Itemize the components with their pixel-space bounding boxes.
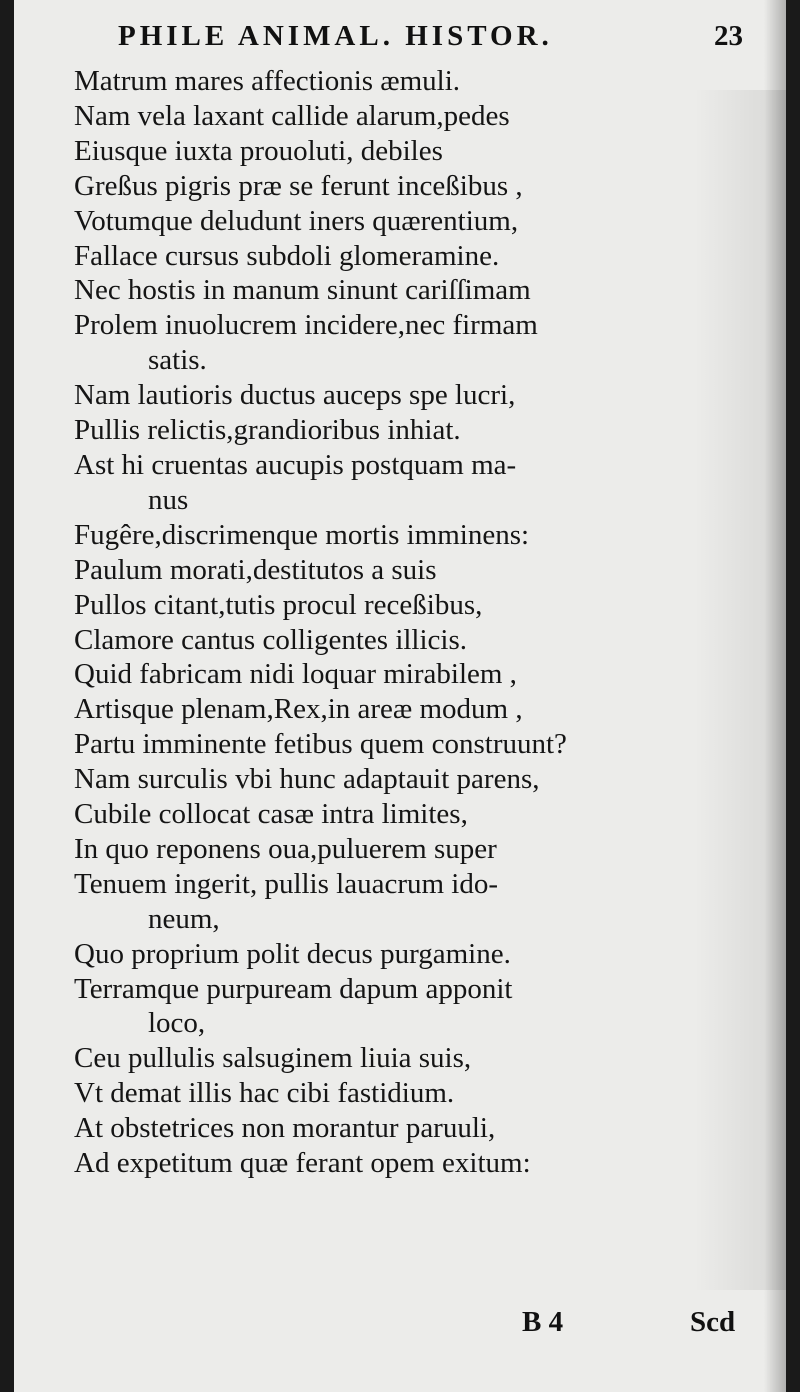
verse-line: Nam surculis vbi hunc adaptauit parens, [74,763,540,796]
verse-line-continuation: neum, [148,902,220,935]
verse-line: Quid fabricam nidi loquar mirabilem , [74,658,517,691]
verse-line-continuation: loco, [148,1007,206,1040]
verse-line: Tenuem ingerit, pullis lauacrum ido- [74,867,498,900]
verse-text [74,64,764,1181]
verse-line: Ad expetitum quæ ferant opem exitum: [74,1147,531,1180]
verse-line: In quo reponens oua,puluerem super [74,832,497,865]
verse-line: Fugêre,discrimenque mortis imminens: [74,518,530,551]
verse-line: Quo proprium polit decus purgamine. [74,937,511,970]
verse-line: Ast hi cruentas aucupis postquam ma- [74,448,517,481]
verse-line: Nec hostis in manum sinunt cariſſimam [74,274,531,307]
page-number: 23 [714,20,743,52]
verse-line: Paulum morati,destitutos a suis [74,553,437,586]
book-page [14,0,786,1392]
verse-line: Pullos citant,tutis procul receßibus, [74,588,483,621]
verse-line: Ceu pullulis salsuginem liuia suis, [74,1042,472,1075]
verse-line-continuation: nus [148,483,189,516]
verse-line: At obstetrices non morantur paruuli, [74,1112,496,1145]
verse-line: Nam lautioris ductus auceps spe lucri, [74,379,516,412]
verse-line: Clamore cantus colligentes illicis. [74,623,468,656]
verse-line: Nam vela laxant callide alarum,pedes [74,99,510,132]
signature-mark: B 4 [522,1306,564,1338]
verse-line: Pullis relictis,grandioribus inhiat. [74,414,461,447]
verse-line: Partu imminente fetibus quem construunt? [74,728,567,761]
verse-line: Cubile collocat casæ intra limites, [74,798,468,831]
verse-line: Prolem inuolucrem incidere,nec firmam [74,309,538,342]
page-edge-shadow [764,0,786,1392]
catchword: Scd [690,1306,736,1338]
page-footer [14,1300,786,1350]
verse-line: Fallace cursus subdoli glomeramine. [74,239,500,272]
verse-line: Votumque deludunt iners quærentium, [74,204,519,237]
verse-line: Terramque purpuream dapum apponit [74,972,513,1005]
running-head [14,20,786,60]
verse-line: Matrum mares affectionis æmuli. [74,65,461,97]
verse-line-continuation: satis. [148,344,207,377]
verse-line: Eiusque iuxta prouoluti, debiles [74,134,443,167]
verse-line: Vt demat illis hac cibi fastidium. [74,1077,455,1110]
verse-line: Artisque plenam,Rex,in areæ modum , [74,693,523,726]
verse-line: Greßus pigris præ se ferunt inceßibus , [74,169,523,202]
running-title: PHILE ANIMAL. HISTOR. [118,20,553,52]
